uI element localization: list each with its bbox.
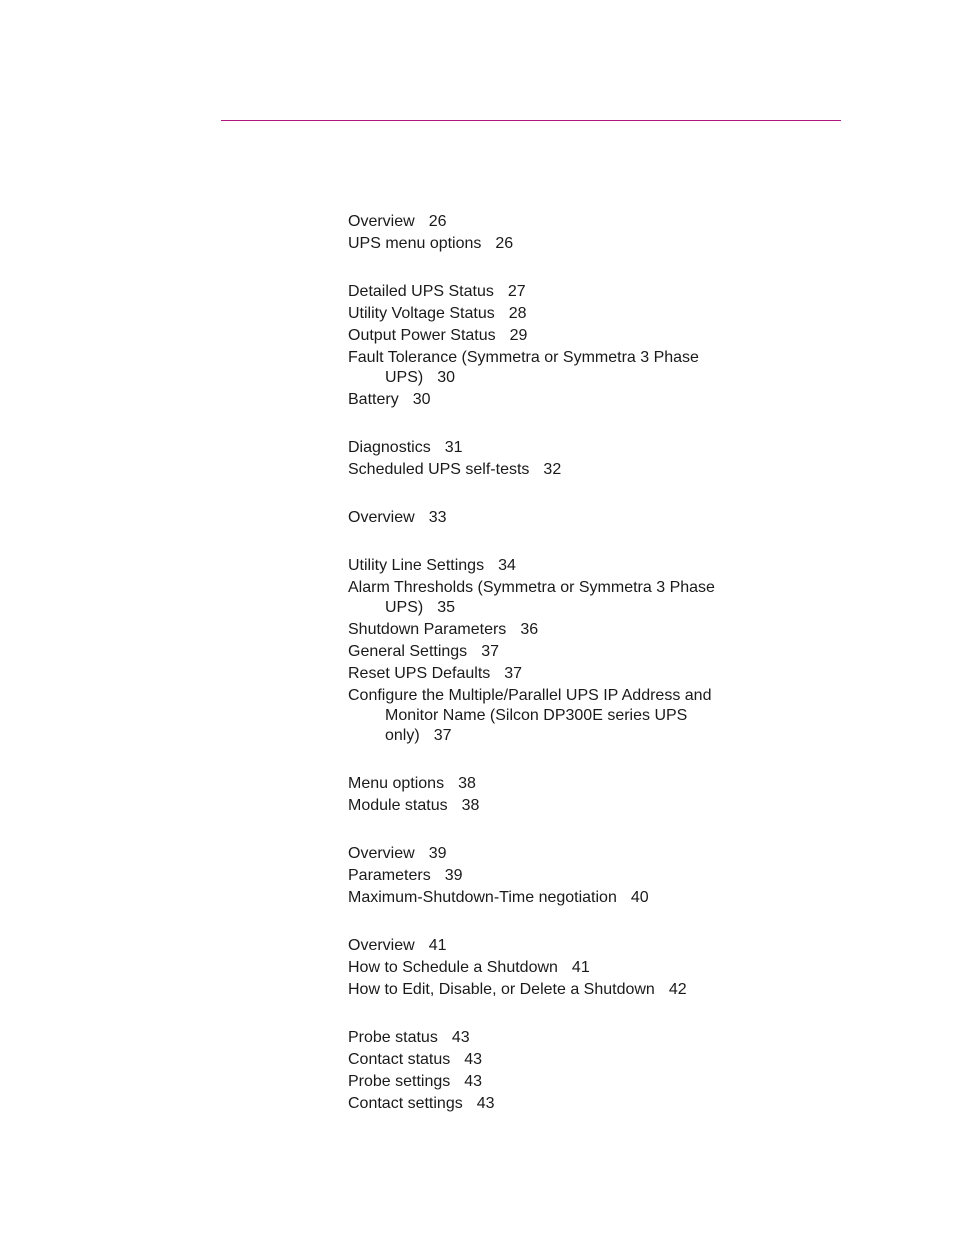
page-number: 38 [458, 775, 476, 792]
page-number: 39 [428, 845, 447, 862]
page-number: 32 [543, 461, 562, 478]
toc-group [348, 212, 768, 254]
page-number: 42 [668, 981, 687, 998]
toc-entry[interactable]: General Settings 37 [348, 643, 499, 660]
page-number: 26 [495, 235, 514, 252]
toc-entry[interactable]: UPS menu options 26 [348, 235, 514, 252]
toc-entry[interactable]: Battery 30 [348, 391, 431, 408]
toc-group [348, 1028, 768, 1114]
page-number: 29 [509, 327, 528, 344]
page-number: 39 [444, 867, 463, 884]
page-number: 35 [437, 599, 456, 616]
toc-entry[interactable]: Overview 33 [348, 509, 447, 526]
toc-entry[interactable]: How to Schedule a Shutdown 41 [348, 959, 590, 976]
toc-entry[interactable]: Fault Tolerance (Symmetra or Symmetra 3 Phase UPS) 30 [348, 349, 699, 386]
page-number: 36 [520, 621, 539, 638]
toc-entry[interactable]: Shutdown Parameters 36 [348, 621, 539, 638]
toc-entry[interactable]: Utility Line Settings 34 [348, 557, 516, 574]
page-number: 37 [433, 727, 452, 744]
toc-entry[interactable]: Scheduled UPS self-tests 32 [348, 461, 562, 478]
toc-entry[interactable]: Module status 38 [348, 797, 480, 814]
toc-entry[interactable]: Diagnostics 31 [348, 439, 463, 456]
page-number: 34 [498, 557, 516, 574]
toc-entry[interactable]: Menu options 38 [348, 775, 476, 792]
toc-entry[interactable]: Maximum-Shutdown-Time negotiation 40 [348, 889, 649, 906]
toc-group [348, 556, 768, 746]
toc-group [348, 774, 768, 816]
toc-entry[interactable]: Parameters 39 [348, 867, 463, 884]
toc-group [348, 508, 768, 528]
page-number: 41 [428, 937, 447, 954]
toc-group [348, 438, 768, 480]
page-number: 41 [571, 959, 590, 976]
toc-entry[interactable]: How to Edit, Disable, or Delete a Shutdown 42 [348, 981, 687, 998]
page-number: 37 [504, 665, 523, 682]
toc-entry[interactable]: Configure the Multiple/Parallel UPS IP Address and Monitor Name (Silcon DP300E series UPS only) 37 [348, 687, 712, 744]
page-number: 43 [464, 1051, 483, 1068]
toc-entry[interactable]: Probe status 43 [348, 1029, 470, 1046]
page-number: 38 [461, 797, 480, 814]
toc-entry[interactable]: Contact settings 43 [348, 1095, 495, 1112]
toc-group [348, 844, 768, 908]
page-number: 27 [507, 283, 526, 300]
page-number: 40 [630, 889, 649, 906]
toc-entry[interactable]: Overview 41 [348, 937, 447, 954]
page-number: 43 [464, 1073, 483, 1090]
toc-entry[interactable]: Overview 39 [348, 845, 447, 862]
toc-entry[interactable]: Alarm Thresholds (Symmetra or Symmetra 3 Phase UPS) 35 [348, 579, 715, 616]
toc-group [348, 282, 768, 410]
toc-group [348, 936, 768, 1000]
toc-entry[interactable]: Output Power Status 29 [348, 327, 528, 344]
page-number: 28 [508, 305, 527, 322]
page-number: 30 [437, 369, 456, 386]
page-number: 30 [412, 391, 431, 408]
page-number: 43 [451, 1029, 470, 1046]
toc-entry[interactable]: Probe settings 43 [348, 1073, 483, 1090]
page-number: 31 [444, 439, 463, 456]
toc-entry[interactable]: Overview 26 [348, 213, 447, 230]
page-number: 26 [428, 213, 447, 230]
toc-entry[interactable]: Detailed UPS Status 27 [348, 283, 526, 300]
toc-entry[interactable]: Reset UPS Defaults 37 [348, 665, 523, 682]
page-number: 43 [476, 1095, 495, 1112]
toc-entry[interactable]: Utility Voltage Status 28 [348, 305, 527, 322]
header-rule [221, 120, 841, 121]
table-of-contents [348, 212, 768, 1142]
toc-entry[interactable]: Contact status 43 [348, 1051, 483, 1068]
page-number: 33 [428, 509, 447, 526]
page-number: 37 [481, 643, 499, 660]
